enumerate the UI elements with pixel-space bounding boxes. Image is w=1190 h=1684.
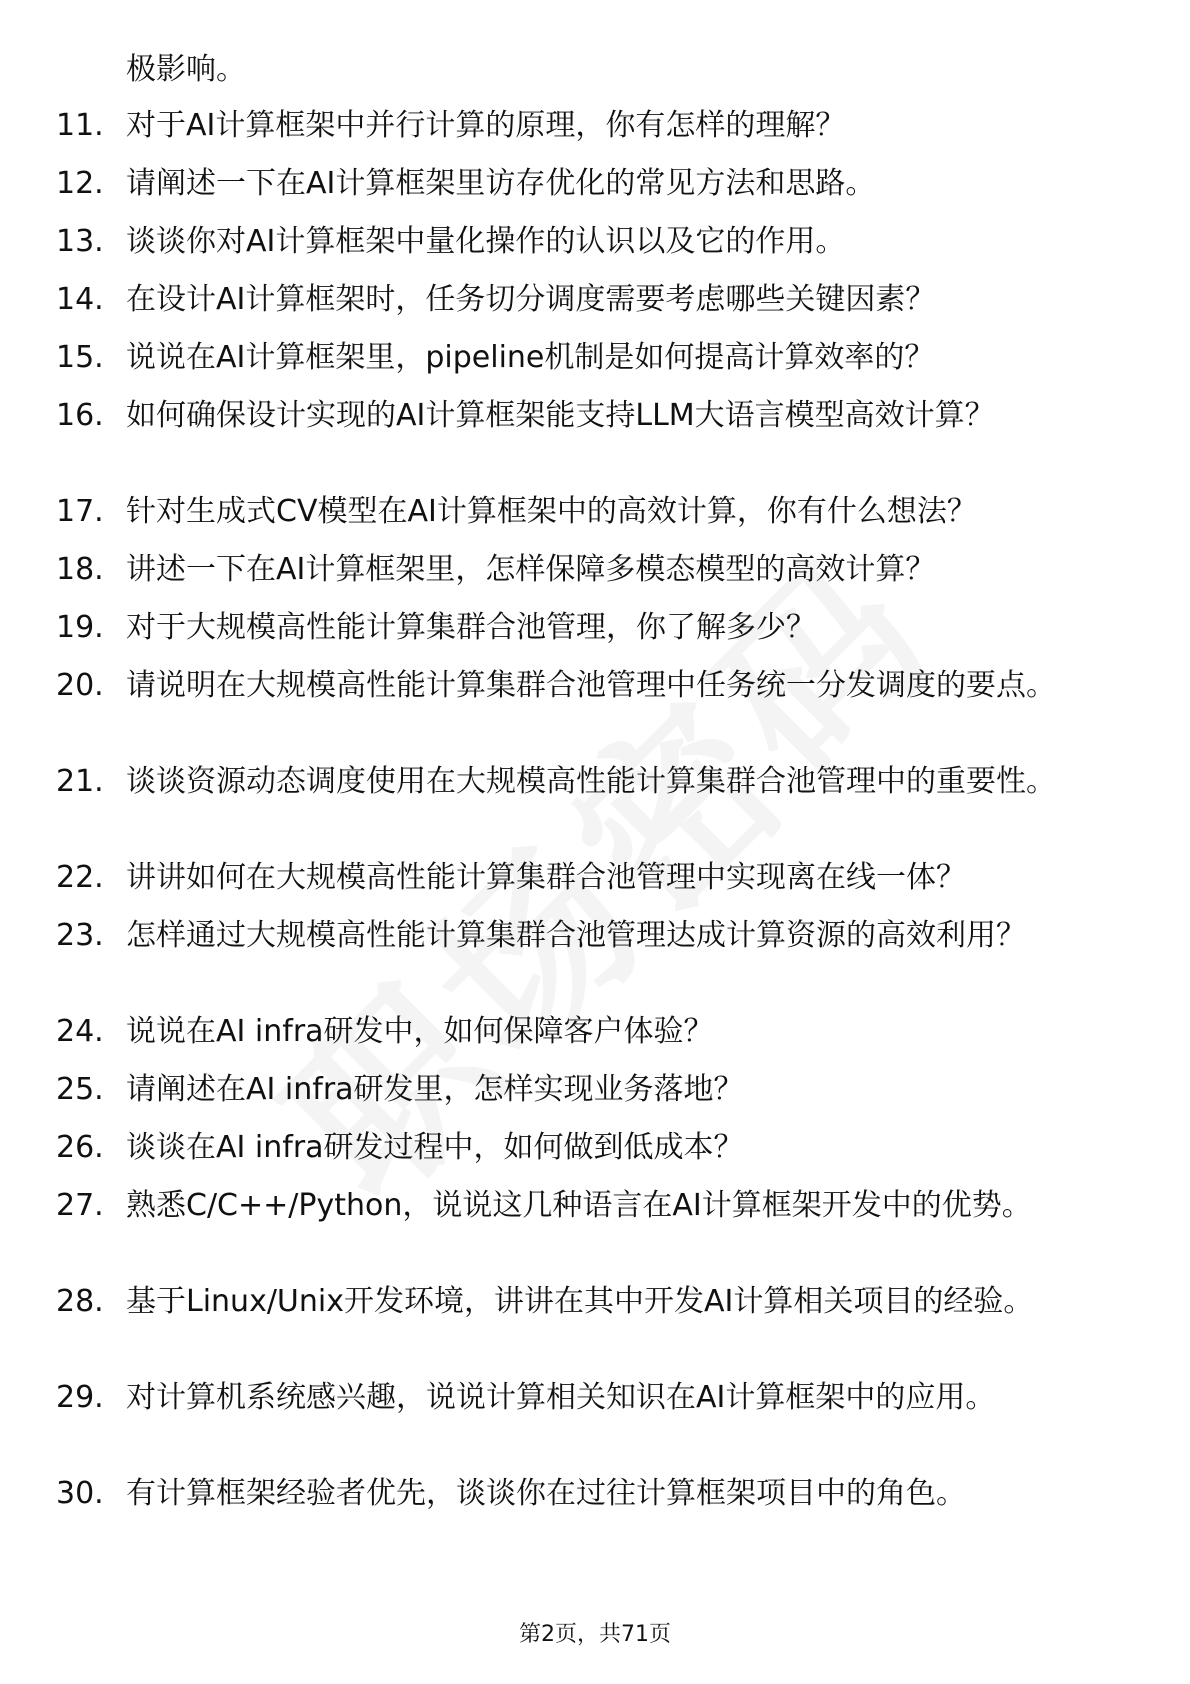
item-number: 26. (56, 1130, 104, 1165)
item-number: 29. (56, 1380, 104, 1415)
continuation-text: 极影响。 (126, 52, 246, 87)
item-number: 22. (56, 860, 104, 895)
item-text: 讲讲如何在大规模高性能计算集群合池管理中实现离在线一体？ (126, 860, 966, 895)
item-text: 基于Linux/Unix开发环境，讲讲在其中开发AI计算相关项目的经验。 (126, 1284, 1034, 1319)
item-text: 有计算框架经验者优先，谈谈你在过往计算框架项目中的角色。 (126, 1476, 966, 1511)
page-footer: 第2页，共71页 (519, 1622, 671, 1647)
item-text: 对于AI计算框架中并行计算的原理，你有怎样的理解？ (126, 108, 846, 143)
item-number: 20. (56, 668, 104, 703)
item-text: 谈谈在AI infra研发过程中，如何做到低成本？ (126, 1130, 744, 1165)
item-number: 18. (56, 552, 104, 587)
item-text: 讲述一下在AI计算框架里，怎样保障多模态模型的高效计算？ (126, 552, 936, 587)
item-text: 在设计AI计算框架时，任务切分调度需要考虑哪些关键因素？ (126, 282, 936, 317)
item-text: 针对生成式CV模型在AI计算框架中的高效计算，你有什么想法？ (126, 494, 977, 529)
item-text: 请说明在大规模高性能计算集群合池管理中任务统一分发调度的要点。 (126, 668, 1056, 703)
item-number: 19. (56, 610, 104, 645)
item-text: 如何确保设计实现的AI计算框架能支持LLM大语言模型高效计算？ (126, 398, 995, 433)
item-number: 14. (56, 282, 104, 317)
item-number: 28. (56, 1284, 104, 1319)
item-text: 请阐述在AI infra研发里，怎样实现业务落地？ (126, 1072, 744, 1107)
item-text: 对计算机系统感兴趣，说说计算相关知识在AI计算框架中的应用。 (126, 1380, 996, 1415)
item-text: 说说在AI计算框架里，pipeline机制是如何提高计算效率的？ (126, 340, 935, 375)
item-text: 怎样通过大规模高性能计算集群合池管理达成计算资源的高效利用？ (126, 918, 1026, 953)
item-number: 27. (56, 1188, 104, 1223)
item-text: 熟悉C/C++/Python，说说这几种语言在AI计算框架开发中的优势。 (126, 1188, 1032, 1223)
item-number: 21. (56, 764, 104, 799)
item-number: 23. (56, 918, 104, 953)
item-text: 谈谈资源动态调度使用在大规模高性能计算集群合池管理中的重要性。 (126, 764, 1056, 799)
item-text: 说说在AI infra研发中，如何保障客户体验？ (126, 1014, 714, 1049)
item-number: 25. (56, 1072, 104, 1107)
item-number: 12. (56, 166, 104, 201)
item-number: 17. (56, 494, 104, 529)
item-number: 11. (56, 108, 104, 143)
item-number: 15. (56, 340, 104, 375)
item-number: 13. (56, 224, 104, 259)
item-number: 24. (56, 1014, 104, 1049)
item-text: 谈谈你对AI计算框架中量化操作的认识以及它的作用。 (126, 224, 846, 259)
item-number: 30. (56, 1476, 104, 1511)
item-number: 16. (56, 398, 104, 433)
item-text: 对于大规模高性能计算集群合池管理，你了解多少？ (126, 610, 816, 645)
item-text: 请阐述一下在AI计算框架里访存优化的常见方法和思路。 (126, 166, 876, 201)
